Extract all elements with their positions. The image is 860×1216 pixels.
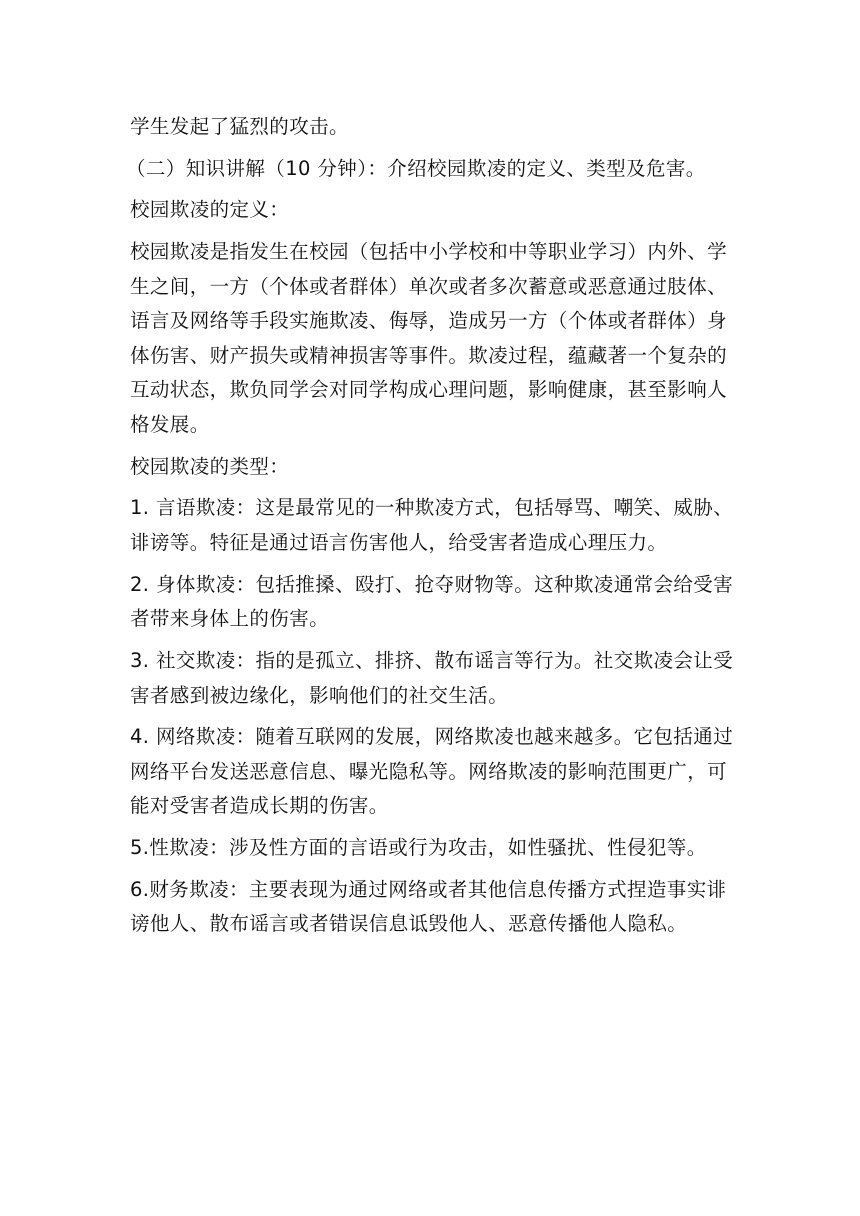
subheading-definition: 校园欺凌的定义： (130, 198, 290, 222)
list-item-verbal: 1. 言语欺凌：这是最常见的一种欺凌方式，包括辱骂、嘲笑、威胁、 (130, 496, 734, 520)
text-line: 谤他人、散布谣言或者错误信息诋毁他人、恶意传播他人隐私。 (130, 912, 688, 936)
list-item-cyber: 4. 网络欺凌：随着互联网的发展，网络欺凌也越来越多。它包括通过 (130, 725, 734, 749)
text-line: 格发展。 (130, 413, 210, 437)
text-line: 语言及网络等手段实施欺凌、侮辱，造成另一方（个体或者群体）身 (130, 309, 728, 333)
text-line: 体伤害、财产损失或精神损害等事件。欺凌过程，蕴藏著一个复杂的 (130, 343, 728, 367)
list-item-financial: 6.财务欺凌：主要表现为通过网络或者其他信息传播方式捏造事实诽 (130, 877, 727, 901)
subheading-types: 校园欺凌的类型： (130, 454, 290, 478)
text-line: 生之间，一方（个体或者群体）单次或者多次蓄意或恶意通过肢体、 (130, 274, 728, 298)
text-line: 学生发起了猛烈的攻击。 (130, 115, 349, 138)
text-line: 网络平台发送恶意信息、曝光隐私等。网络欺凌的影响范围更广，可 (130, 759, 728, 783)
list-item-social: 3. 社交欺凌：指的是孤立、排挤、散布谣言等行为。社交欺凌会让受 (130, 648, 734, 672)
text-line: 诽谤等。特征是通过语言伤害他人，给受害者造成心理压力。 (130, 531, 668, 554)
section-heading: （二）知识讲解（10 分钟）：介绍校园欺凌的定义、类型及危害。 (126, 156, 706, 180)
text-line: 害者感到被边缘化，影响他们的社交生活。 (130, 683, 509, 707)
list-item-physical: 2. 身体欺凌：包括推搡、殴打、抢夺财物等。这种欺凌通常会给受害 (130, 572, 734, 596)
text-line: 能对受害者造成长期的伤害。 (130, 794, 389, 818)
list-item-sexual: 5.性欺凌：涉及性方面的言语或行为攻击，如性骚扰、性侵犯等。 (130, 836, 707, 860)
text-line: 互动状态，欺负同学会对同学构成心理问题，影响健康，甚至影响人 (130, 378, 728, 402)
document-page (126, 110, 734, 942)
text-line: 校园欺凌是指发生在校园（包括中小学校和中等职业学习）内外、学 (130, 240, 728, 264)
text-line: 者带来身体上的伤害。 (130, 607, 330, 631)
